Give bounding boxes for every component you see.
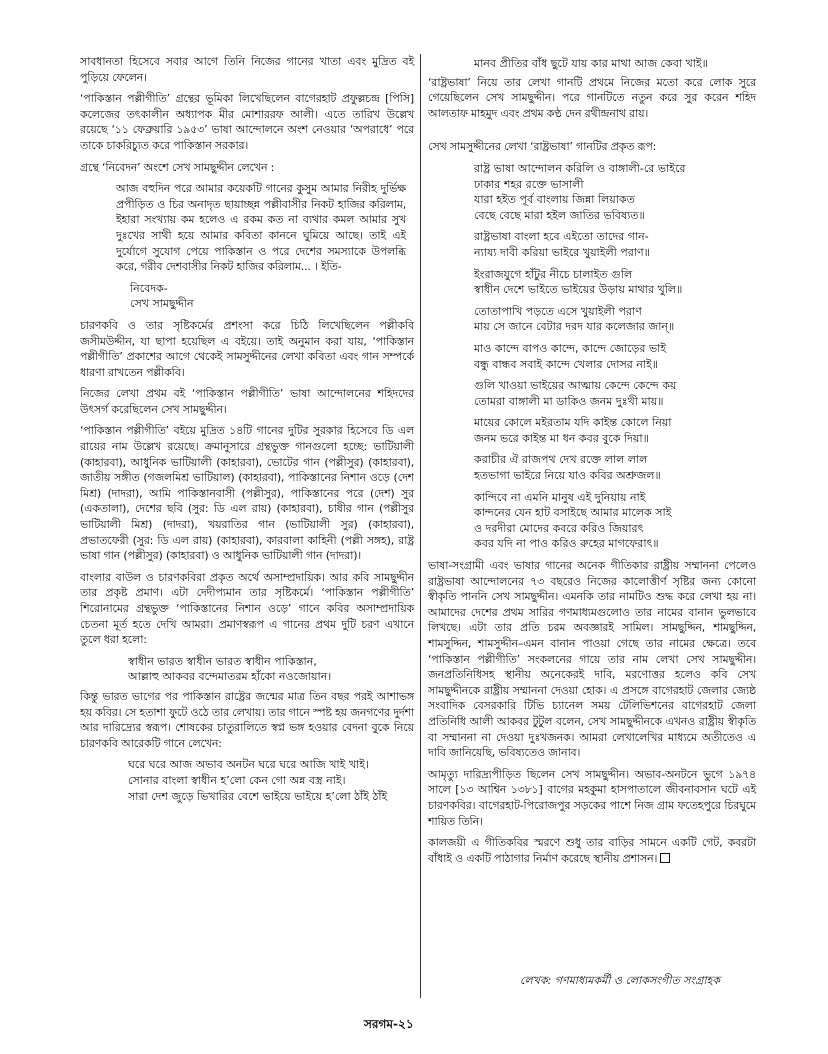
- song-stanza: [474, 378, 756, 409]
- paragraph: নিজের লেখা প্রথম বই ‘পাকিস্তান পল্লীগীতি’ ভাষা আন্দোলনের শহিদদের উৎসর্গ করেছিলেন সেখ সামছুদ্দীন।: [80, 387, 414, 416]
- column-divider: [420, 54, 421, 998]
- verse-line: ইংরাজযুগে হাঁটুর নীচে চালাইত গুলি: [474, 267, 633, 281]
- verse-line: ন্যায্য দাবী করিয়া ভাইরে খুয়াইলী পরাণ॥: [474, 245, 650, 259]
- paragraph: [428, 835, 756, 866]
- left-column: [80, 54, 414, 808]
- page-number: সরগম-২১: [364, 1017, 414, 1031]
- song-stanza: [474, 452, 756, 483]
- verse-line: বন্ধু বান্ধব সবাই কান্দে খেলার দোসর নাই॥: [474, 357, 658, 371]
- song-stanza: [474, 267, 756, 298]
- paragraph: ভাষা-সংগ্রামী এবং ভাষার গানের অনেক গীতিকার রাষ্ট্রীয় সম্মাননা পেলেও রাষ্ট্রভাষা আন্দোলনের ৭৩ বছরেও নিজের কালোত্তীর্ণ সৃষ্টির জন্য কোনো স্বীকৃতি পাননি সেখ সামছুদ্দীন। এমনকি তার নামটিও শুদ্ধ করে লেখা হয় না। আমাদের দেশের প্রথম সারির গণমাধ্যমগুলোও তার নামের বানান ভুলভাবে লিখছে। এটা তার প্রতি চরম অবজ্ঞারই সামিল। সামছুদ্দিন, শামছুদ্দিন, শামসুদ্দিন, শামসুদ্দীন–এমন বানান পাওয়া গেছে তার নামের ক্ষেত্রে। তবে ‘পাকিস্তান পল্লীগীতি’ সংকলনের গায়ে তার নাম লেখা সেখ সামছুদ্দীন। জনপ্রতিনিধিসহ স্থানীয় অনেকেরই দাবি, মরণোত্তর হলেও কবি সেখ সামছুদ্দীনকে রাষ্ট্রীয় সম্মাননা দেওয়া হোক। এ প্রসঙ্গে বাগেরহাট জেলার জ্যেষ্ঠ সংবাদিক বেসরকারি টিভি চ্যানেল সময় টেলিভিশনের বাগেরহাট জেলা প্রতিনিধি আলী আকবর টুটুল বলেন, সেখ সামছুদ্দীনকে এখনও রাষ্ট্রীয় স্বীকৃতি বা সম্মাননা না দেওয়া দুঃখজনক। আমরা লেখালেখির মাধ্যমে অতীতেও এ দাবি জানিয়েছি, ভবিষ্যতেও জানাব।: [428, 559, 756, 760]
- verse-line: বেছে বেছে মারা হইল জাতির ভবিষ্যত॥: [474, 208, 645, 222]
- verse-line: করাচীর ঐ রাজপথ দেখ রক্তে লাল লাল: [474, 453, 648, 467]
- author-credit: লেখক: গণমাধ্যমকর্মী ও লোকসংগীত সংগ্রাহক: [520, 974, 721, 987]
- paragraph: গ্রন্থে ‘নিবেদন’ অংশে সেখ সামছুদ্দীন লেখেন :: [80, 160, 275, 174]
- verse-line: রাষ্ট্রভাষা বাংলা হবে এইতো তাদের গান-: [474, 230, 649, 244]
- verse-line: মাও কান্দে বাপও কান্দে, কান্দে জোড়ের ভাই: [474, 341, 667, 355]
- right-column: [428, 54, 756, 872]
- verse-line: জনম ভরে কাইন্ত মা ধন কবর বুকে দিয়া॥: [474, 431, 649, 445]
- verse-line: তোমরা বাঙ্গালী মা ডাকিও জনম দুঃখী মায়॥: [474, 394, 664, 408]
- verse-line: মানব প্রীতির বাঁধ ছুটে যায় কার মাথা আজ কেবা খাই॥: [474, 57, 708, 70]
- verse-block: [128, 654, 414, 685]
- song-stanza: [474, 490, 756, 552]
- verse-line: গুলি খাওয়া ভাইয়ের আত্মায় কেন্দে কেন্দে কয়: [474, 379, 677, 393]
- verse-line: মায়ের কোলে মইরতাম যদি কাইন্ত কোলে নিয়া: [474, 416, 672, 430]
- verse-line: কান্দনের যেন হাট বসাইছে আমার মালেক সাই: [474, 506, 672, 520]
- verse-line: স্বাধীন দেশে ভাইতে ভাইয়ের উড়ায় মাথার খুলি॥: [474, 283, 683, 297]
- verse-line: স্বাধীন ভারত স্বাধীন ভারত স্বাধীন পাকিস্তান,: [128, 654, 317, 668]
- verse-block: [474, 56, 756, 72]
- signature-label: নিবেদক-: [130, 281, 168, 295]
- song-stanza: [474, 415, 756, 446]
- signature-name: সেখ সামছুদ্দীন: [130, 297, 194, 311]
- song-stanza: [474, 304, 756, 335]
- verse-block: [128, 757, 414, 804]
- closing-text: কালজয়ী এ গীতিকবির স্মরণে শুধু তার বাড়ির সামনে একটি গেট, কবরটা বাঁধাই ও একটি পাঠাগার নির্মাণ করেছে স্থানীয় প্রশাসন।: [428, 836, 756, 865]
- verse-line: হতভাগা ভাইরে নিয়ে যাও কবির অশ্রুজল॥: [474, 469, 661, 483]
- song-stanza: [474, 341, 756, 372]
- verse-line: যারা হইত পূর্ব বাংলায় জিন্না লিয়াকত: [474, 193, 635, 207]
- paragraph: ‘পাকিস্তান পল্লীগীতি’ বইয়ে মুদ্রিত ১৪টি গানের দুটির সুরকার হিসেবে ডি এল রায়ের নাম উল্লেখ রয়েছে। ক্রমানুসারে গ্রন্থভুক্ত গানগুলো হচ্ছে: ভাটিয়ালী (কাহারবা), আধুনিক ভাটিয়ালী (কাহারবা), ভোটের গান (পল্লীসুর) (কাহারবা), জাতীয় সঙ্গীত (গজলমিশ্র ভাটিয়াল) (কাহারবা), পাকিস্তানের নিশান ওড়ে (দেশ মিশ্র) (দাদরা), আমি পাকিস্তানবাসী (পল্লীসুর), পাকিস্তানের পরে (দেশ) সুর (একতালা), দেশের ছবি (সুর: ডি এল রায়) (কাহারবা), চাষীর গান (পল্লীসুর ভাটিয়ালী মিশ্র) (দাদরা), খয়রাতির গান (ভাটিয়ালী সুর) (কাহারবা), প্রভাতফেরী (সুর: ডি এল রায়) (কাহারবা), কারবালা কাহিনী (পল্লী সঙ্গহ), রাষ্ট্র ভাষা গান (পল্লীসুর) (কাহারবা) ও আধুনিক ভাটিয়ালী গান (দাদরা)।: [80, 424, 414, 563]
- end-mark-icon: [660, 853, 670, 863]
- paragraph: আমৃত্যু দারিদ্র্যপীড়িত ছিলেন সেখ সামছুদ্দীন। অভাব-অনটনে ভুগে ১৯৭৪ সালে [১৩ আশ্বিন ১৩৮১] বাগের মহকুমা হাসপাতালে জীবনাবসান ঘটে এই চারণকবির। বাগেরহাট-পিরোজপুর সড়কের পাশে নিজ গ্রাম ফতেহপুরে চিরঘুমে শায়িত তিনি।: [428, 767, 756, 828]
- verse-line: কান্দিবে না এমনি মানুষ এই দুনিয়ায় নাই: [474, 490, 646, 504]
- song-stanza: [474, 229, 756, 260]
- paragraph: ‘পাকিস্তান পল্লীগীতি’ গ্রন্থের ভূমিকা লিখেছিলেন বাগেরহাট প্রফুল্লচন্দ্র [পিসি] কলেজের তৎকালীন অধ্যাপক মীর মোশাররফ আলী। এতে তারিখ উল্লেখ রয়েছে ‘১১ ফেব্রুয়ারি ১৯৫৩’ ভাষা আন্দোলনে অংশ নেওয়ার ‘অপরাধে’ পরে তাকে চাকরিচ্যুত করে পাকিস্তান সরকার।: [80, 92, 414, 152]
- paragraph: চারণকবি ও তার সৃষ্টিকর্মের প্রশংসা করে চিঠি লিখেছিলেন পল্লীকবি জসীমউদ্দীন, যা ছাপা হয়েছিল এ বইয়ে। তাই অনুমান করা যায়, ‘পাকিস্তান পল্লীগীতি’ প্রকাশের আগে থেকেই সামসুদ্দীনের লেখা কবিতা এবং গান সম্পর্কে ধারণা রাখতেন পল্লীকবি।: [80, 318, 414, 379]
- verse-line: রাষ্ট্র ভাষা আন্দোলন করিলি ও বাঙ্গালী-রে ভাইরে: [474, 161, 686, 175]
- verse-line: মায় সে জানে বেটার দরদ যার কলেজার জান্॥: [474, 320, 675, 334]
- paragraph: ‘রাষ্ট্রভাষা’ নিয়ে তার লেখা গানটি প্রথমে নিজের মতো করে লোক সুরে গেয়েছিলেন সেখ সামছুদ্দীন। পরে গানটিতে নতুন করে সুর করেন শহিদ আলতাফ মাহমুদ এবং প্রথম কণ্ঠ দেন রথীন্দ্রনাথ রায়।: [428, 75, 756, 120]
- paragraph: কিন্তু ভারত ভাগের পর পাকিস্তান রাষ্ট্রের জন্মের মাত্র তিন বছর পরই আশাভঙ্গ হয় কবির। সে হতাশা ফুটে ওঠে তার লেখায়। তার গানে স্পষ্ট হয় জনগণের দুর্দশা আর দারিদ্র্যের স্বরূপ। শোষকের চাতুরালিতে স্বপ্ন ভঙ্গ হওয়ার বেদনা বুকে নিয়ে চারণকবি আরেকটি গানে লেখেন:: [80, 689, 414, 750]
- verse-line: সারা দেশ জুড়ে ভিখারির বেশে ভাইয়ে ভাইয়ে হ’লো ঠাঁই ঠাঁই: [128, 789, 388, 803]
- signature-block: [130, 281, 414, 312]
- verse-line: ও দরদীরা মোদের কবরে করিও জিয়ারৎ: [474, 521, 644, 535]
- paragraph: বাংলার বাউল ও চারণকবিরা প্রকৃত অর্থে অসাম্প্রদায়িক। আর কবি সামছুদ্দীন তার প্রকৃষ্ট প্রমাণ। এটা দেদীপ্যমান তার সৃষ্টিকর্মে। ‘পাকিস্তান পল্লীগীতি’ শিরোনামের গ্রন্থভুক্ত ‘পাকিস্তানের নিশান ওড়ে’ গানে কবির অসাম্প্রদায়িক চেতনা মূর্ত হতে দেখি আমরা। প্রমাণস্বরূপ এ গানের প্রথম দুটি চরণ এখানে তুলে ধরা হলো:: [80, 570, 414, 647]
- verse-line: সোনার বাংলা স্বাধীন হ’লো কেন গো অন্ন বস্ত্র নাই।: [128, 773, 346, 787]
- song-stanza: [474, 161, 756, 223]
- verse-line: ঢাকার শহর রক্তে ভাসালী: [474, 177, 584, 191]
- verse-line: তোতাপাখি পড়তে এসে খুয়াইলী পরাণ: [474, 304, 642, 318]
- verse-line: আল্লাহু আকবর বন্দেমাতরম হাঁকো নওজোয়ান।: [128, 670, 332, 684]
- song-rashtrobhasha: [474, 161, 756, 552]
- verse-line: ঘরে ঘরে আজ অভাব অনটন ঘরে ঘরে আজি খাই খাই।: [128, 758, 369, 772]
- verse-line: কবর যদি না পাও করিও রুহের মাগফেরাৎ॥: [474, 537, 659, 551]
- nibedon-quote: আজ বহুদিন পরে আমার কয়েকটি গানের কুসুম আমার নিরীহ দুর্ভিক্ষ প্রপীড়িত ও চির অনাদৃত ছায়াচ্ছন্ন পল্লীবাসীর নিকট হাজির করিলাম, ইহারা সংখ্যায় কম হলেও এ রকম কত না ব্যথার কমল আমার সুখ দুঃখের সাথী হয়ে আমার কবিতা কাননে ঘুমিয়ে আছে। তাই এই দুর্যোগে সুযোগ পেয়ে পাকিস্তান ও পরে দেশের সমস্যাকে উপলব্ধি করে, গরীব দেশবাসীর নিকট হাজির করিলাম... । ইতি-: [116, 182, 406, 274]
- paragraph: সাবধানতা হিসেবে সবার আগে তিনি নিজের গানের খাতা এবং মুদ্রিত বই পুড়িয়ে ফেলেন।: [80, 55, 414, 84]
- paragraph: সেখ সামসুদ্দীনের লেখা ‘রাষ্ট্রভাষা’ গানটির প্রকৃত রূপ:: [428, 140, 657, 154]
